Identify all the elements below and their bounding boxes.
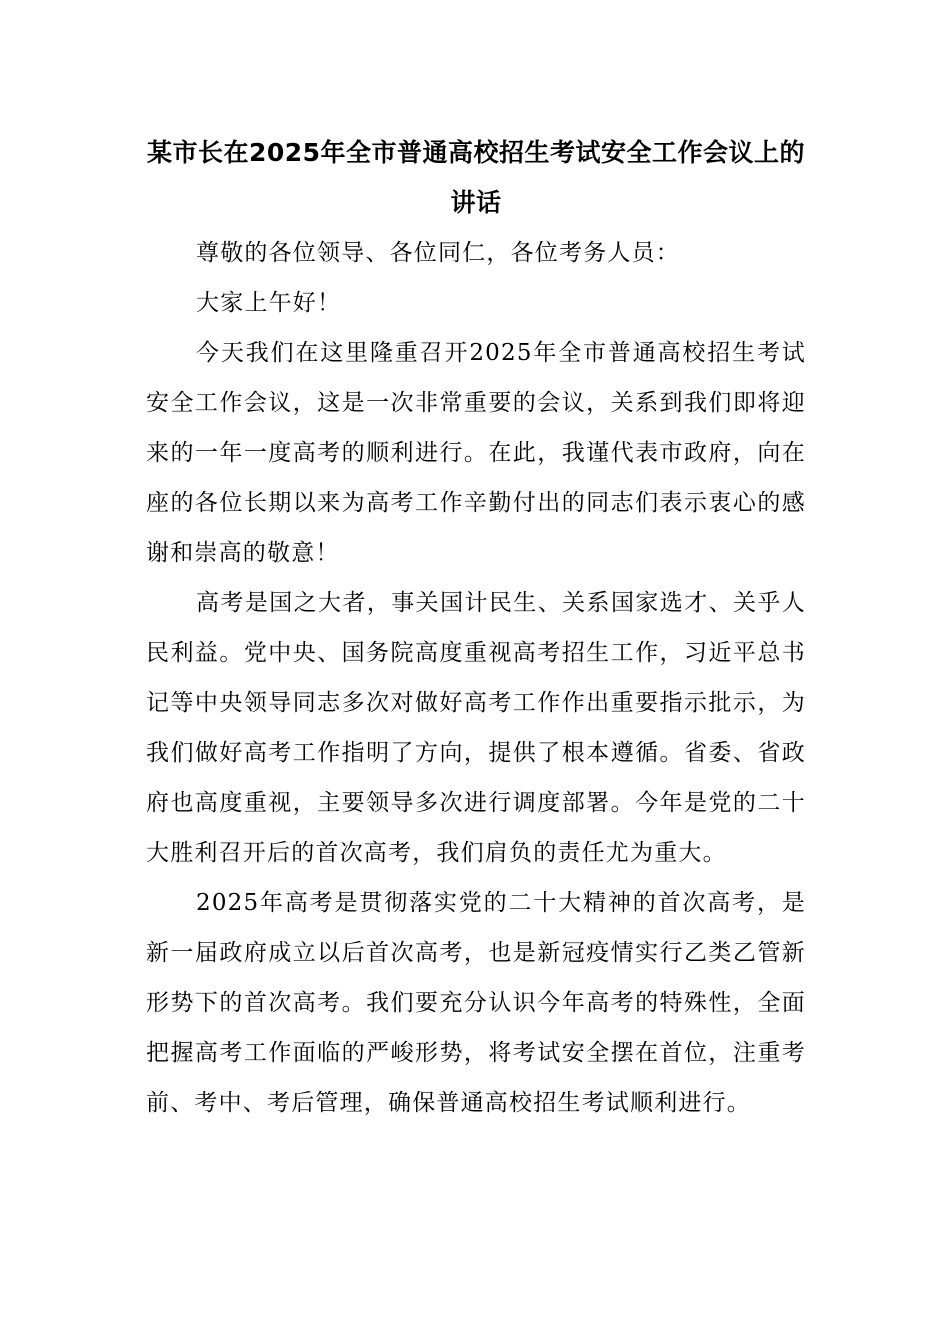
document-body — [146, 128, 806, 1128]
paragraph-2025-exam: 2025年高考是贯彻落实党的二十大精神的首次高考，是新一届政府成立以后首次高考，也是新冠疫情实行乙类乙管新形势下的首次高考。我们要充分认识今年高考的特殊性，全面把握高考工作面临的严峻形势，将考试安全摆在首位，注重考前、考中、考后管理，确保普通高校招生考试顺利进行。 — [146, 890, 806, 1116]
paragraph-opening: 今天我们在这里隆重召开2025年全市普通高校招生考试安全工作会议，这是一次非常重要的会议，关系到我们即将迎来的一年一度高考的顺利进行。在此，我谨代表市政府，向在座的各位长期以来为高考工作辛勤付出的同志们表示衷心的感谢和崇高的敬意！ — [146, 340, 806, 566]
paragraph-importance: 高考是国之大者，事关国计民生、关系国家选才、关乎人民利益。党中央、国务院高度重视高考招生工作，习近平总书记等中央领导同志多次对做好高考工作作出重要指示批示，为我们做好高考工作指明了方向，提供了根本遵循。省委、省政府也高度重视，主要领导多次进行调度部署。今年是党的二十大胜利召开后的首次高考，我们肩负的责任尤为重大。 — [146, 590, 806, 866]
document-title — [146, 128, 806, 228]
title-line-1: 某市长在2025年全市普通高校招生考试安全工作会议上的 — [146, 138, 806, 167]
title-line-2: 讲话 — [450, 188, 502, 217]
greeting: 大家上午好！ — [196, 290, 342, 316]
salutation: 尊敬的各位领导、各位同仁，各位考务人员： — [196, 240, 680, 266]
